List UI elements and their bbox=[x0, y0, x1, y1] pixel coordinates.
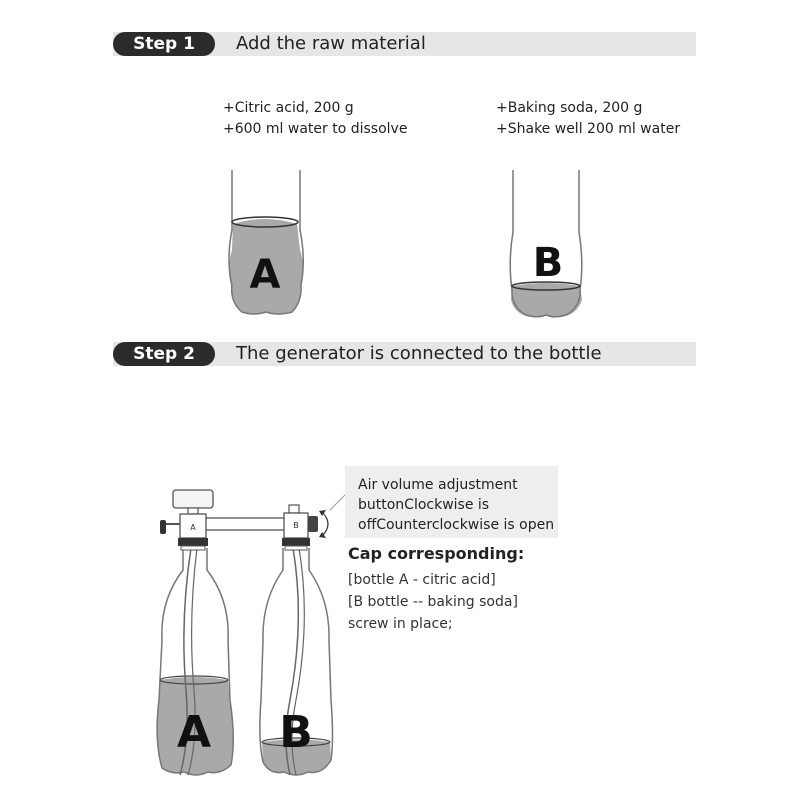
cap-a-mark: A bbox=[190, 523, 196, 532]
step2-bottle-b-label: B bbox=[279, 707, 313, 758]
step1-badge: Step 1 bbox=[113, 32, 215, 56]
cap-a-nut bbox=[178, 538, 208, 546]
step2-title: The generator is connected to the bottle bbox=[236, 343, 602, 364]
cap-line-2: [B bottle -- baking soda] bbox=[348, 594, 518, 610]
valve-knob bbox=[160, 520, 166, 534]
bottle-a-note-line-1: +Citric acid, 200 g bbox=[223, 100, 354, 116]
cap-b-nut bbox=[282, 538, 310, 546]
cap-b-ring bbox=[285, 546, 307, 550]
cap-b-mark: B bbox=[293, 521, 299, 530]
callout-line-1: Air volume adjustment bbox=[358, 477, 518, 493]
cap-line-1: [bottle A - citric acid] bbox=[348, 572, 496, 588]
cap-a-ring bbox=[181, 546, 205, 550]
step2-bottle-a-label: A bbox=[176, 707, 212, 758]
step1-title: Add the raw material bbox=[236, 33, 426, 54]
cap-heading: Cap corresponding: bbox=[348, 544, 525, 563]
air-adjust-knob bbox=[308, 516, 318, 532]
callout-line-2: buttonClockwise is bbox=[358, 497, 490, 513]
bottle-b-note-line-2: +Shake well 200 ml water bbox=[496, 121, 681, 137]
bottle-b-note-line-1: +Baking soda, 200 g bbox=[496, 100, 643, 116]
step2-badge: Step 2 bbox=[113, 342, 215, 366]
cap-line-3: screw in place; bbox=[348, 616, 453, 632]
step1-bottle-b-label: B bbox=[532, 240, 564, 286]
rotation-arrow-icon bbox=[322, 512, 328, 536]
step1-bottle-a-label: A bbox=[249, 252, 281, 298]
connecting-pipe bbox=[205, 518, 289, 530]
cap-b-top bbox=[289, 505, 299, 513]
bottle-a-note-line-2: +600 ml water to dissolve bbox=[223, 121, 408, 137]
callout-pointer bbox=[330, 495, 345, 510]
gauge-stem bbox=[188, 508, 198, 514]
pressure-gauge bbox=[173, 490, 213, 508]
callout-line-3: offCounterclockwise is open bbox=[358, 517, 555, 533]
